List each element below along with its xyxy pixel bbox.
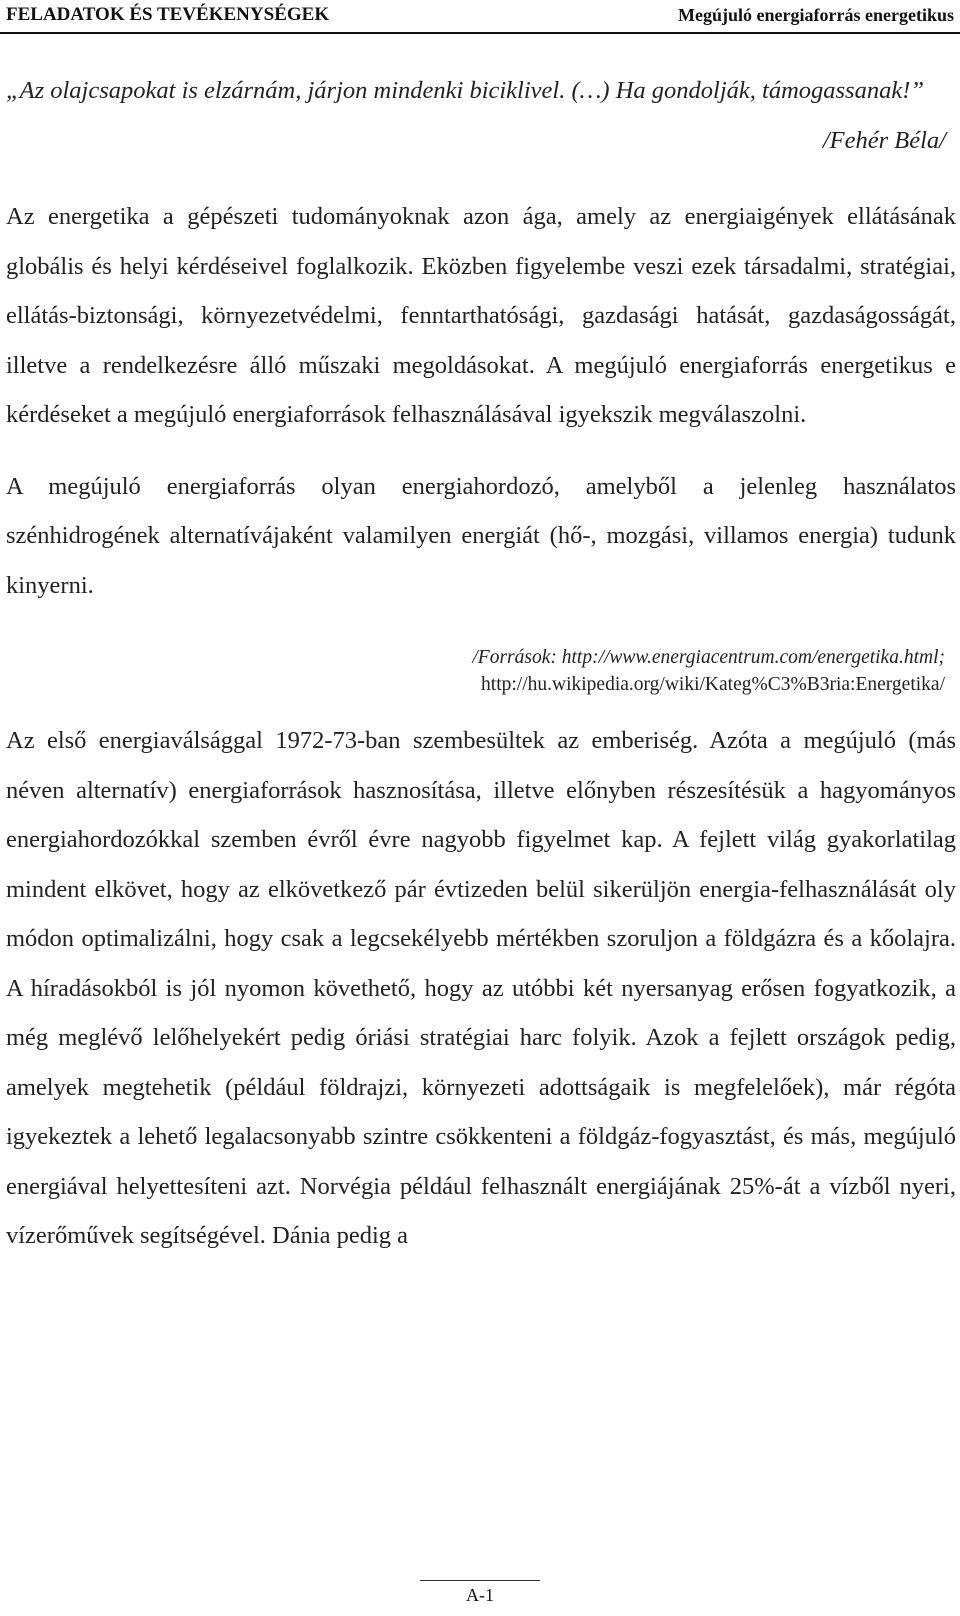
quote-author: /Fehér Béla/ (822, 127, 946, 154)
page-number: A-1 (466, 1585, 494, 1605)
opening-quote: „Az olajcsapokat is elzárnám, járjon mindenki biciklivel. (…) Ha gondolják, támogassanak!” (6, 77, 924, 104)
header-section-title: FELADATOK ÉS TEVÉKENYSÉGEK (6, 4, 330, 25)
page-content (6, 66, 956, 1261)
page-header (0, 0, 960, 34)
header-document-title: Megújuló energiaforrás energetikus (678, 5, 954, 25)
sources-line-1: /Források: http://www.energiacentrum.com/energetika.html; (472, 647, 945, 668)
paragraph-energy-crisis: Az első energiaválsággal 1972-73-ban szembesültek az emberiség. Azóta a megújuló (más néven alternatív) energiaforrások hasznosítása, illetve előnyben részesítésük a hagyományos energiahordozókkal szemben évről évre nagyobb figyelmet kap. A fejlett világ gyakorlatilag mindent elkövet, hogy az elkövetkező pár évtizeden belül sikerüljön energia-felhasználását oly módon optimalizálni, hogy csak a legcsekélyebb mértékben szoruljon a földgázra és a kőolajra. A híradásokból is jól nyomon követhető, hogy az utóbbi két nyersanyag erősen fogyatkozik, a még meglévő lelőhelyekért pedig óriási stratégiai harc folyik. Azok a fejlett országok pedig, amelyek megtehetik (például földrajzi, környezeti adottságaik is megfelelőek), már régóta igyekeztek a lehető legalacsonyabb szintre csökkenteni a földgáz-fogyasztást, és más, megújuló energiával helyettesíteni azt. Norvégia például felhasznált energiájának 25%-át a vízből nyeri, vízerőművek segítségével. Dánia pedig a (6, 727, 956, 1249)
paragraph-energetics-definition: Az energetika a gépészeti tudományoknak azon ága, amely az energiaigények ellátásának globális és helyi kérdéseivel foglalkozik. Eközben figyelembe veszi ezek társadalmi, stratégiai, ellátás-biztonsági, környezetvédelmi, fenntarthatósági, gazdasági hatását, gazdaságosságát, illetve a rendelkezésre álló műszaki megoldásokat. A megújuló energiaforrás energetikus e kérdéseket a megújuló energiaforrások felhasználásával igyekszik megválaszolni. (6, 203, 956, 428)
sources-citation (6, 644, 945, 698)
paragraph-renewable-definition: A megújuló energiaforrás olyan energiahordozó, amelyből a jelenleg használatos szénhidrogének alternatívájaként valamilyen energiát (hő-, mozgási, villamos energia) tudunk kinyerni. (6, 472, 956, 599)
sources-line-2: http://hu.wikipedia.org/wiki/Kateg%C3%B3ria:Energetika/ (481, 674, 945, 695)
footer-divider (420, 1580, 540, 1581)
